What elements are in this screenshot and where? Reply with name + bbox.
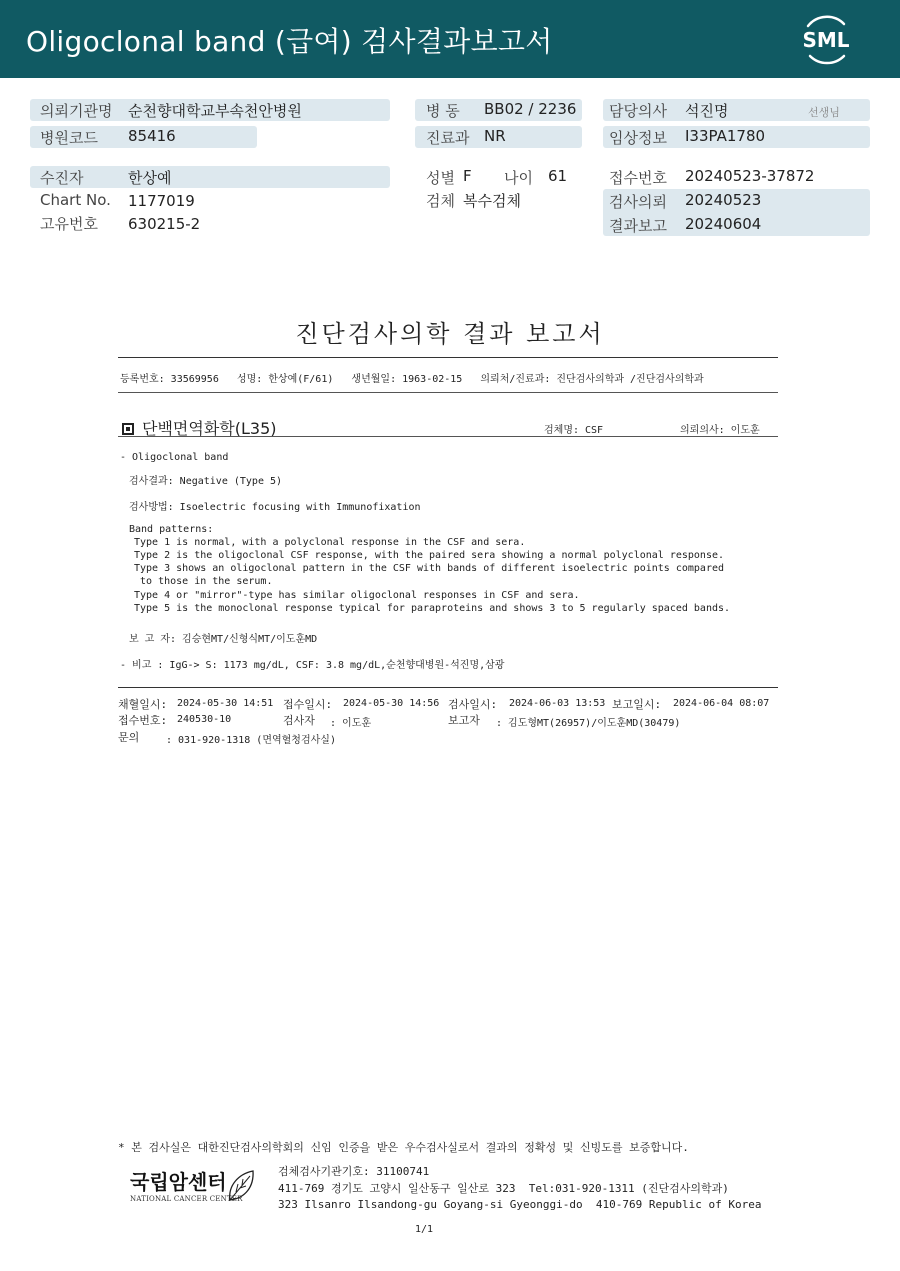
leaf-logo-icon [226,1168,256,1204]
tester-label: 검사자 [283,714,315,727]
result-label: 결과보고 [609,217,667,235]
bottom-rule [118,687,778,688]
hospital-code-value: 85416 [128,127,176,145]
org-logo-name: 국립암센터 [130,1170,227,1194]
chart-no-value: 1177019 [128,192,195,210]
certification-notice: * 본 검사실은 대한진단검사의학회의 신임 인증을 받은 우수검사실로서 결과의 정확성 및 신빙도를 보증합니다. [118,1141,689,1154]
result-value: 20240604 [685,215,762,233]
patient-label: 수진자 [40,169,84,187]
receipt-label: 접수번호 [609,169,667,187]
clinical-label: 임상정보 [609,129,667,147]
reporter-line: 보 고 자: 김승현MT/신형식MT/이도훈MD [129,634,318,645]
request-label: 검사의뢰 [609,193,667,211]
band-line: Type 2 is the oligoclonal CSF response, with the paired sera showing a normal polyclonal response. [134,550,725,561]
reporter-value: : 김도형MT(26957)/이도훈MD(30479) [496,718,681,729]
test-date-label: 검사일시: [448,698,498,711]
specimen-label: 검체 [426,192,455,210]
receipt-no-label: 접수번호: [118,714,168,727]
top-rule [118,357,778,358]
org-logo-english: NATIONAL CANCER CENTER [130,1195,243,1203]
physician-line: 의뢰의사: 이도훈 [680,425,760,436]
age-label: 나이 [504,169,533,187]
section-rule [118,436,778,437]
patient-value: 한상예 [128,169,172,187]
svg-text:SML: SML [802,28,850,52]
header-bar [0,0,900,78]
patient-line-rule [118,392,778,393]
band-line: Type 3 shows an oligoclonal pattern in the CSF with bands of different isoelectric points compared [134,563,725,574]
sex-label: 성별 [426,169,455,187]
band-line: to those in the serum. [134,576,273,587]
collect-value: 2024-05-30 14:51 [177,698,274,709]
band-line: Type 5 is the monoclonal response typical for paraproteins and shows 3 to 5 regularly spaced bands. [134,603,731,614]
chart-no-label: Chart No. [40,191,111,209]
band-header: Band patterns: [129,524,214,535]
dept-value: NR [484,127,506,145]
ward-value: BB02 / 2236 [484,100,577,118]
doctor-value: 석진명 [685,102,729,120]
footer-line-2: 411-769 경기도 고양시 일산동구 일산로 323 Tel:031-920-1311 (진단검사의학과) [278,1182,729,1195]
remark-line: - 비고 : IgG-> S: 1173 mg/dL, CSF: 3.8 mg/dL,순천향대병원-석진명,삼광 [120,660,505,671]
dept-label: 진료과 [426,129,470,147]
report-title: 진단검사의학 결과 보고서 [295,320,605,348]
doctor-label: 담당의사 [609,102,667,120]
receive-label: 접수일시: [283,698,333,711]
inquiry-value: : 031-920-1318 (면역혈청검사실) [166,735,336,746]
sex-value: F [463,167,472,185]
document-title: Oligoclonal band (급여) 검사결과보고서 [26,25,553,58]
method-line: 검사방법: Isoelectric focusing with Immunofixation [129,502,421,513]
hospital-code-label: 병원코드 [40,129,98,147]
footer-line-1: 검체검사기관기호: 31100741 [278,1165,430,1178]
test-name: - Oligoclonal band [120,452,229,463]
collect-label: 채혈일시: [118,698,168,711]
report-date-label: 보고일시: [612,698,662,711]
band-line: Type 4 or "mirror"-type has similar oligoclonal responses in CSF and sera. [134,590,580,601]
ward-label: 병 동 [426,102,460,120]
institution-value: 순천향대학교부속천안병원 [128,102,302,120]
report-date-value: 2024-06-04 08:07 [673,698,770,709]
age-value: 61 [548,167,568,185]
patient-row [30,166,390,188]
result-line: 검사결과: Negative (Type 5) [129,476,283,487]
receipt-value: 20240523-37872 [685,167,815,185]
section-bullet-icon [122,423,134,435]
tester-value: : 이도훈 [330,718,372,729]
section-title-text: 단백면역화학(L35) [142,419,277,438]
doctor-suffix: 선생님 [808,106,840,119]
specimen-value: 복수검체 [463,192,521,210]
sml-logo [796,12,856,68]
unique-no-label: 고유번호 [40,215,98,233]
unique-no-value: 630215-2 [128,215,201,233]
receipt-no-value: 240530-10 [177,714,232,725]
test-date-value: 2024-06-03 13:53 [509,698,606,709]
request-value: 20240523 [685,191,762,209]
reporter-label: 보고자 [448,714,480,727]
patient-line: 등록번호: 33569956 성명: 한상예(F/61) 생년월일: 1963-02-15 의뢰처/진료과: 진단검사의학과 /진단검사의학과 [120,374,704,385]
receive-value: 2024-05-30 14:56 [343,698,440,709]
clinical-value: I33PA1780 [685,127,766,145]
band-line: Type 1 is normal, with a polyclonal response in the CSF and sera. [134,537,526,548]
footer-line-3: 323 Ilsanro Ilsandong-gu Goyang-si Gyeonggi-do 410-769 Republic of Korea [278,1198,762,1211]
specimen-line: 검체명: CSF [544,425,604,436]
page-number: 1/1 [415,1224,434,1235]
institution-label: 의뢰기관명 [40,102,113,120]
inquiry-label: 문의 [118,731,140,744]
